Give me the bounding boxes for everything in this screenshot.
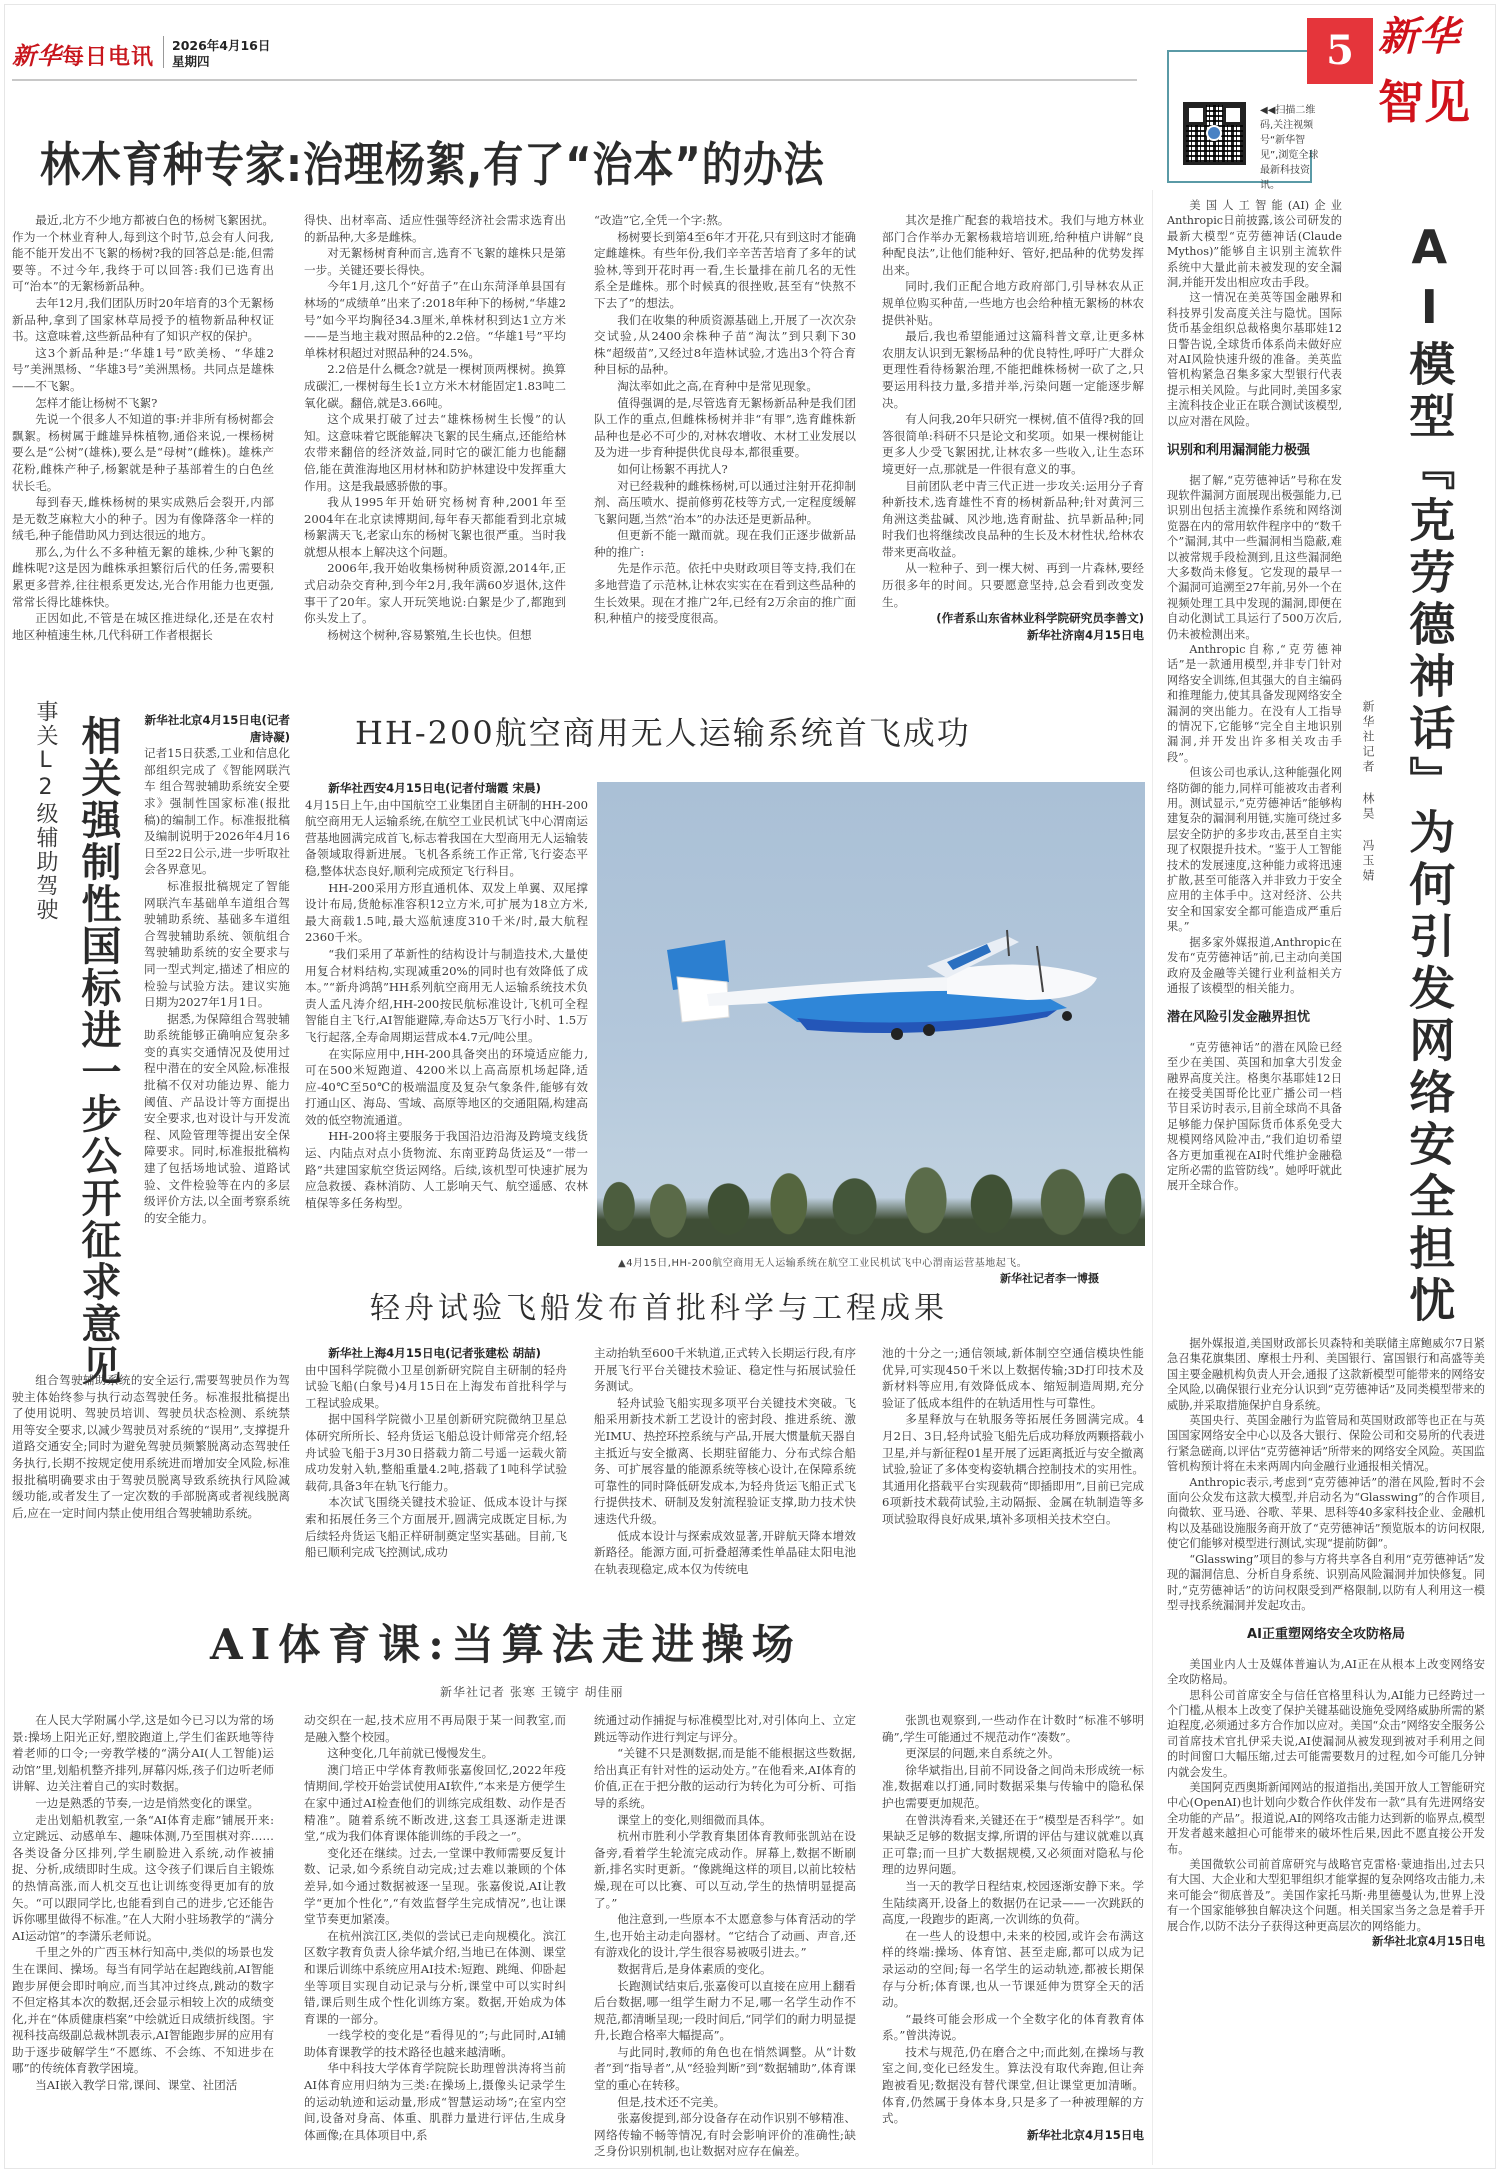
paragraph: 据悉,为保障组合驾驶辅助系统能够正确响应复杂多变的真实交通情况及使用过程中潜在的安全风险,标准报批稿不仅对功能边界、能力阈值、产品设计等方面提出安全要求,也对设计与开发流程、风险管理等提出安全保障要求。同时,标准报批稿构建了包括场地试验、道路试验、文件检验等在内的多层级评价方法,以全面考察系统的安全能力。 [144,1011,290,1225]
l2-col-2 [12,1372,290,1521]
paragraph: 同时,我们正配合地方政府部门,引导林农从正规单位购买种苗,一些地方也会给种植无絮杨的林农提供补贴。 [882,279,1144,327]
issue-date-block [172,38,270,70]
paragraph: 杨树这个树种,容易繁殖,生长也快。但想 [327,627,532,642]
paragraph: 4月15日上午,由中国航空工业集团自主研制的HH-200航空商用无人运输系统,在航空工业民机试飞中心渭南运营基地圆满完成首飞,标志着我国在大型商用无人运输装备领域取得新进展。飞机各系统工作正常,飞行姿态平稳,整体状态良好,顺利完成预定飞行科目。 [305,797,588,878]
kicker-l2: 事关L2级辅助驾驶 [33,700,58,922]
page-number: 5 [1307,18,1373,84]
paragraph: 技术与规范,仍在磨合之中;而此刻,在操场与教室之间,变化已经发生。算法没有取代奔跑,但让奔跑被看见;数据没有替代课堂,但让课堂更加清晰。体育,仍然属于身体本身,只是多了一种被理解的方式。 [882,2044,1144,2126]
paragraph: 这3个新品种是:“华雄1号”欧美杨、“华雄2号”美洲黑杨、“华雄3号”美洲黑杨。共同点是雄株——不飞絮。 [12,345,274,393]
poplar-col-4 [882,212,1144,643]
paragraph: 当一天的教学日程结束,校园逐渐安静下来。学生陆续离开,设备上的数据仍在记录——一次跳跃的高度,一段跑步的距离,一次训练的负荷。 [882,1878,1144,1927]
paragraph: 先说一个很多人不知道的事:并非所有杨树都会飘絮。杨树属于雌雄异株植物,通俗来说,一棵杨树要么是“公树”(雄株),要么是“母树”(雌株)。雄株产花粉,雌株产种子,杨絮就是种子基部着生的白色丝状长毛。 [12,412,274,493]
paragraph: 值得强调的是,尽管选育无絮杨新品种是我们团队工作的重点,但雌株杨树并非“有罪”,选育雌株新品种也是必不可少的,对林农增收、木材工业发展以及为进一步育种提供优良母本,都很重要。 [594,395,856,460]
paragraph: 低成本设计与探索成效显著,开辟航天降本增效新路径。能源方面,可折叠超薄柔性单晶硅太阳电池在轨表现稳定,成本仅为传统电 [594,1528,856,1576]
paragraph: “Glasswing”项目的参与方将共享各自利用“克劳德神话”发现的漏洞信息、分析自身系统、识别高风险漏洞并加快修复。同时,“克劳德神话”的访问权限受到严格限制,以防有人利用这一模型寻找系统漏洞并发起攻击。 [1167,1552,1485,1612]
paper-logo [12,36,154,71]
headline-mythos: AI模型『克劳德神话』为何引发网络安全担忧 [1402,220,1457,1328]
paragraph: 轻舟试验飞船实现多项平台关键技术突破。飞船采用新技术新工艺设计的密封段、推进系统、激光IMU、热控环控系统与产品,开展大惯量航天器自主抵近与安全撤离、长期驻留能力、分布式综合船务、可扩展容量的能源系统等核心设计,在保障系统可靠性的同时降低研发成本,为轻舟货运飞船正式飞行提供技术、研制及发射流程验证支撑,助力技术快速迭代升级。 [594,1395,856,1526]
dateline: 新华社上海4月15日电(记者张建松 胡喆) [328,1346,541,1360]
paragraph: 统通过动作捕捉与标准模型比对,对引体向上、立定跳远等动作进行判定与评分。 [594,1713,856,1744]
paragraph: 千里之外的广西玉林行知高中,类似的场景也发生在课间、操场。每当有同学站在起跑线前,AI智能跑步屏便会即时响应,而当其冲过终点,跳动的数字不但定格其本次的数据,还会显示相较上次的成绩变化,并在“体质健康档案”中绘就近日成绩折线图。宇视科技高级副总裁林凯表示,AI智能跑步屏的应用有助于逐步破解学生“不愿练、不会练、不知进步在哪”的传统体育教学困境。 [12,1945,274,2076]
paragraph: 标准报批稿规定了智能网联汽车基础单车道组合驾驶辅助系统、基础多车道组合驾驶辅助系统、领航组合驾驶辅助系统的安全要求与同一型式判定,描述了相应的检验与试验方法。建议实施日期为2027年1月1日。 [144,878,290,1010]
column-rule [1152,190,1153,2165]
poplar-col-1 [12,212,274,643]
paragraph: 主动抬轨至600千米轨道,正式转入长期运行段,有序开展飞行平台关键技术验证、稳定性与拓展试验任务测试。 [594,1346,856,1394]
dateline: 新华社北京4月15日电 [1027,2127,1144,2142]
masthead-rule [12,79,1137,81]
paragraph: “最终可能会形成一个全数字化的体育教育体系。”曾洪涛说。 [882,2011,1144,2043]
masthead-divider [163,36,164,68]
paragraph: 澳门培正中学体育教师张嘉俊回忆,2022年疫情期间,学校开始尝试使用AI软件,“本来是方便学生在家中通过AI检查他们的训练完成组数、动作是否精准”。随着系统不断改进,这套工具逐渐走进课堂,“成为我们体育课体能训练的手段之一”。 [304,1762,566,1844]
poplar-col-2 [304,212,566,643]
paragraph: 得快、出材率高、适应性强等经济社会需求选育出的新品种,大多是雌株。 [304,213,566,244]
paragraph: 其次是推广配套的栽培技术。我们与地方林业部门合作举办无絮杨栽培培训班,给种植户讲解“良种配良法”,让他们能种好、管好,把品种的优势发挥出来。 [882,213,1144,277]
qingzhou-col-3 [882,1345,1144,1528]
paragraph: 这个成果打破了过去“雄株杨树生长慢”的认知。这意味着它既能解决飞絮的民生痛点,还能给林农带来翻倍的经济效益,同时它的碳汇能力也能翻倍,能在黄淮海地区用材林和防护林建设中发挥重大作用。这是我最感骄傲的事。 [304,412,566,493]
paragraph: 张凯也观察到,一些动作在计数时“标准不够明确”,学生可能通过不规范动作“凑数”。 [882,1713,1144,1744]
poplar-col-3 [594,212,856,627]
paragraph: 池的十分之一;通信领域,新体制空空通信模块性能优异,可实现450千米以上数据传输;3D打印技术及新材料等应用,有效降低成本、缩短制造周期,充分验证了低成本组件的在轨适用性与可靠性。 [882,1346,1144,1410]
paragraph: 每到春天,雌株杨树的果实成熟后会裂开,内部是无数芝麻粒大小的种子。因为有像降落伞一样的绒毛,种子能借助风力到达很远的地方。 [12,495,274,543]
ai-pe-col-3 [594,1712,856,2160]
paragraph: 从一粒种子、到一棵大树、再到一片森林,要经历很多年的时间。只要愿意坚持,总会看到改变发生。 [882,561,1144,609]
paper-logo-script: 新华 [12,41,62,70]
dateline: 新华社北京4月15日电(记者唐诗凝) [144,713,290,744]
paragraph: “关键不只是测数据,而是能不能根据这些数据,给出真正有针对性的运动处方。”在他看来,AI体育的价值,正在于把分散的运动行为转化为可分析、可指导的系统。 [594,1746,856,1810]
section-brand: 新华 [1378,13,1460,60]
dateline: 新华社北京4月15日电 [1372,1935,1485,1949]
paragraph: 杭州市胜利小学教育集团体育教师张凯站在设备旁,看着学生轮流完成动作。屏幕上,数据不断刷新,排名实时更新。“像跳绳这样的项目,以前比较枯燥,现在可以比赛、可以互动,学生的热情明显提高了。” [594,1829,856,1910]
paragraph: 由中国科学院微小卫星创新研究院自主研制的轻舟试验飞船(白象号)4月15日在上海发布首批科学与工程试验成果。 [305,1362,567,1410]
paragraph: 杨树要长到第4至6年才开花,只有到这时才能确定雌雄株。有些年份,我们辛辛苦苦培育了多年的试验林,等到开花时再一看,生长量排在前几名的无性系全是雌株。那个时候真的很挫败,甚至有“快熬不下去了”的想法。 [594,229,856,310]
qingzhou-col-1 [305,1345,567,1561]
paragraph: 在杭州滨江区,类似的尝试已走向规模化。滨江区数字教育负责人徐华斌介绍,当地已在体测、课堂和课后训练中系统应用AI技术:短跑、跳绳、仰卧起坐等项目实现自动记录与分析,课堂中可以实时纠错,课后则生成个性化训练方案。数据,开始成为体育课的一部分。 [304,1928,566,2026]
paragraph: “改造”它,全凭一个字:熬。 [594,213,730,227]
ai-pe-col-4 [882,1712,1144,2143]
headline-l2: 相关强制性国标进一步公开征求意见 [75,715,122,1387]
paragraph: 据多家外媒报道,Anthropic在发布“克劳德神话”前,已主动向美国政府及金融等关键行业利益相关方通报了该模型的相关能力。 [1167,935,1342,995]
paragraph: 正因如此,不管是在城区推进绿化,还是在农村地区种植速生林,几代科研工作者根据长 [12,611,274,642]
paragraph: 在实际应用中,HH-200具备突出的环境适应能力,可在500米短跑道、4200米以上高高原机场起降,适应-40℃至50℃的极端温度及复杂气象条件,能够有效打通山区、海岛、雪域、高原等地区的交通阻隔,构建高效的低空物流通道。 [305,1046,588,1127]
qr-prompt: ◀◀扫描二维码,关注视频号“新华智见”,浏览全球最新科技资讯。 [1260,105,1319,191]
paragraph: 在曾洪涛看来,关键还在于“模型是否科学”。如果缺乏足够的数据支撑,所谓的评估与建议就难以真正可靠;而一旦扩大数据规模,又必须面对隐私与伦理的边界问题。 [882,1812,1144,1877]
paragraph: 当AI嵌入教学日常,课间、课堂、社团活 [35,2078,238,2093]
paragraph: 张嘉俊提到,部分设备存在动作识别不够精准、网络传输不畅等情况,有时会影响评价的准确性;缺乏身份识别机制,也让数据对应存在偏差。 [594,2111,856,2159]
photo-caption: ▲4月15日,HH-200航空商用无人运输系统在航空工业民机试飞中心渭南运营基地起飞。 [618,1258,1028,1269]
paragraph: 据中国科学院微小卫星创新研究院微纳卫星总体研究所所长、轻舟货运飞船总设计师常亮介绍,轻舟试验飞船于3月30日搭载力箭二号遥一运载火箭成功发射入轨,整船重量4.2吨,搭载了1吨科学试验载荷,具备3年在轨飞行能力。 [305,1412,567,1493]
byline: 新华社记者 张寒 王镜宇 胡佳丽 [440,1685,624,1699]
byline: 新华社记者 林昊 冯玉婧 [1361,700,1375,884]
paragraph: 与此同时,教师的角色也在悄然调整。从“计数者”到“指导者”,从“经验判断”到“数据辅助”,体育课堂的重心在转移。 [594,2044,856,2093]
paragraph: 淘汰率如此之高,在育种中是常见现象。 [617,378,818,393]
paragraph: 据了解,“克劳德神话”号称在发现软件漏洞方面展现出极强能力,已识别出包括主流操作系统和网络浏览器在内的常用软件程序中的“数千个”漏洞,其中一些漏洞相当隐蔽,难以被常规手段检测到,且这些漏洞绝大多数尚未修复。它发现的最早一个漏洞可追溯至27年前,另外一个在视频处理工具中发现的漏洞,即便在自动化测试工具运行了500万次后,仍未被检测出来。 [1167,473,1342,641]
headline-qingzhou: 轻舟试验飞船发布首批科学与工程成果 [370,1291,948,1326]
paragraph: 美国微软公司前首席研究与战略官克雷格·蒙迪指出,过去只有大国、大企业和大型犯罪组织才能掌握的复杂网络攻击能力,未来可能会“彻底普及”。美国作家托马斯·弗里德曼认为,世界上没有一个国家能够独自解决这个问题。相关国家当务之急是着手开展合作,以防不法分子获得这种更高层次的网络能力。 [1167,1858,1485,1933]
paragraph: 本次试飞围绕关键技术验证、低成本设计与探索和拓展任务三个方面展开,圆满完成既定目标,为后续轻舟货运飞船正样研制奠定坚实基础。目前,飞船已顺利完成飞控测试,成功 [305,1495,567,1560]
paragraph: 这种变化,几年前就已慢慢发生。 [327,1746,494,1761]
paragraph: HH-200将主要服务于我国沿边沿海及跨境支线货运、内陆点对点小货物流、东南亚跨岛货运及“一带一路”共建国家航空货运网络。后续,该机型可快速扩展为应急救援、森林消防、人工影响天气、航空遥感、农林植保等多任务构型。 [305,1129,588,1210]
paragraph: 怎样才能让杨树不飞絮? [35,395,158,410]
paragraph: 组合驾驶辅助系统的安全运行,需要驾驶员作为驾驶主体始终参与执行动态驾驶任务。标准报批稿提出了使用说明、驾驶员培训、驾驶员状态检测、系统禁用等安全要求,以减少驾驶员对系统的“误用”,支撑提升道路交通安全;同时为避免驾驶员频繁脱离动态驾驶任务执行,长期不按规定使用系统进而增加安全风险,标准报批稿明确要求由于驾驶员脱离导致系统执行风险减缓功能,或者发生了一定次数的手部脱离或者视线脱离后,应在一定时间内禁止使用组合驾驶辅助系统。 [12,1373,290,1520]
qr-logo-icon [1206,125,1222,141]
headline-hh200: HH-200航空商用无人运输系统首飞成功 [355,714,971,752]
paragraph: 但更新不能一蹴而就。现在我们正逐步做新品种的推广: [594,528,856,559]
paragraph: 课堂上的变化,则细微而具体。 [617,1812,772,1827]
paragraph: 对无絮杨树育种而言,选育不飞絮的雄株只是第一步。关键还要长得快。 [304,246,566,277]
paragraph: 有人问我,20年只研究一棵树,值不值得?我的回答很简单:科研不只是论文和奖项。如果一棵树能让更多人少受飞絮困扰,让林农多一些收入,让生态环境更好一点,那就是一件很有意义的事。 [882,412,1144,476]
paragraph: “克劳德神话”的潜在风险已经至少在美国、英国和加拿大引发金融界高度关注。格奥尔基耶娃12日在接受美国哥伦比亚广播公司一档节目采访时表示,目前全球尚不具备足够能力保护国际货币体系免受大规模网络风险冲击,“我们迫切希望各方更加重视在AI时代维护金融稳定所必需的监管防线”。她呼吁就此展开全球合作。 [1167,1040,1342,1193]
paragraph: 那么,为什么不多种植无絮的雄株,少种飞絮的雌株呢?这是因为雌株承担繁衍后代的任务,需要积累更多营养,往往根系更发达,光合作用能力也更强,常常长得比雄株快。 [12,544,274,609]
author-note: (作者系山东省林业科学院研究员李善文) [936,611,1144,626]
paragraph: “我们采用了革新性的结构设计与制造技术,大量使用复合材料结构,实现减重20%的同时也有效降低了成本。”“新舟鸿鹄”HH系列航空商用无人运输系统技术负责人孟凡涛介绍,HH-200按民航标准设计,飞机可全程智能自主飞行,AI智能避障,寿命达5万飞行小时、1.5万飞行起落,全寿命周期运营成本4.7元/吨公里。 [305,946,588,1044]
paragraph: 如何让杨絮不再扰人? [617,461,728,476]
subhead: AI正重塑网络安全攻防格局 [1247,1627,1405,1643]
paragraph: 2006年,我开始收集杨树种质资源,2014年,正式启动杂交育种,到今年2月,我年满60岁退休,这件事干了20年。家人开玩笑地说:白絮是少了,都跑到你头发上了。 [304,561,566,626]
dateline: 新华社济南4月15日电 [1027,627,1144,642]
hh200-photo [597,782,1145,1246]
paragraph: Anthropic表示,考虑到“克劳德神话”的潜在风险,暂时不会面向公众发布这款大模型,并启动名为“Glasswing”的合作项目,向微软、亚马逊、谷歌、苹果、思科等40多家科技企业、金融机构以及基础设施服务商开放了“克劳德神话”预览版本的访问权限,使它们能够对模型进行测试,实现“提前防御”。 [1167,1475,1485,1551]
subhead: 识别和利用漏洞能力极强 [1167,443,1311,459]
paragraph: 英国央行、英国金融行为监管局和英国财政部等也正在与英国国家网络安全中心以及各大银行、保险公司和交易所的代表进行紧急磋商,以评估“克劳德神话”所带来的网络安全风险。英国监管机构预计将在未来两周内向金融行业通报相关情况。 [1167,1414,1485,1474]
paragraph: 我从1995年开始研究杨树育种,2001年至2004年在北京读博期间,每年春天都能看到北京城杨絮满天飞,老家山东的杨树飞絮也很严重。当时我就想从根本上解决这个问题。 [304,495,566,559]
headline-ai-pe: AI体育课:当算法走进操场 [210,1620,802,1669]
paragraph: 美国人工智能(AI)企业Anthropic日前披露,该公司研发的最新大模型“克劳德神话(Claude Mythos)”能够自主识别主流软件系统中大量此前未被发现的安全漏洞,并能开发出相应攻击手段。 [1167,199,1342,290]
paragraph: 目前团队老中青三代正进一步攻关:运用分子育种新技术,选育雄性不育的杨树新品种;针对黄河三角洲这类盐碱、风沙地,选育耐盐、抗旱新品种;同时我们也将继续改良品种的生长及木材性状,给林农带来更高收益。 [882,478,1144,559]
paper-logo-rest: 每日电讯 [62,44,155,70]
paragraph: 但是,技术还不完美。 [617,2094,726,2109]
paragraph: 对已经栽种的雌株杨树,可以通过注射开花抑制剂、高压喷水、提前修剪花枝等方式,一定程度缓解飞絮问题,当然“治本”的办法还是更新品种。 [594,478,856,526]
tree-line [597,1158,1145,1246]
issue-weekday: 星期四 [172,54,210,69]
qingzhou-col-2 [594,1345,856,1577]
paragraph: 更深层的问题,来自系统之外。 [905,1746,1060,1761]
paragraph: 变化还在继续。过去,一堂课中教师需要反复计数、记录,如今系统自动完成;过去难以兼顾的个体差异,如今通过数据被逐一呈现。张嘉俊说,AI让教学“更加个性化”,“有效监督学生完成情况”,也让课堂节奏更加紧凑。 [304,1845,566,1927]
paragraph: 在一些人的设想中,未来的校园,或许会布满这样的终端:操场、体育馆、甚至走廊,都可以成为记录运动的空间;每一名学生的运动轨迹,都被长期保存与分析;体育课,也从一节课延伸为贯穿全天的活动。 [882,1928,1144,2010]
paragraph: 2.2倍是什么概念?就是一棵树顶两棵树。换算成碳汇,一棵树每生长1立方米木材能固定1.83吨二氧化碳。翻倍,就是3.66吨。 [304,362,566,410]
mythos-col-top [1167,198,1342,1194]
paragraph: 最近,北方不少地方都被白色的杨树飞絮困扰。作为一个林业育种人,每到这个时节,总会有人问我,能不能开发出不飞絮的杨树?我的回答总是:能,但需要等。不过今年,我终于可以回答:我们已选育出可“治本”的无絮杨新品种。 [12,213,274,294]
paragraph: 在人民大学附属小学,这是如今已习以为常的场景:操场上阳光正好,塑胶跑道上,学生们雀跃地等待着老师的口令;一旁教学楼的“满分AI(人工智能)运动馆”里,划船机整齐排列,屏幕闪烁,孩子们边听老师讲解、边关注着自己的实时数据。 [12,1713,274,1794]
dateline: 新华社西安4月15日电(记者付瑞霞 宋晨) [328,781,541,795]
paragraph: 美国业内人士及媒体普遍认为,AI正在从根本上改变网络安全攻防格局。 [1167,1657,1485,1687]
paragraph: 去年12月,我们团队历时20年培育的3个无絮杨新品种,拿到了国家林草局授予的植物新品种权证书。这意味着,这些新品种有了知识产权的保护。 [12,295,274,344]
paragraph: 徐华斌指出,目前不同设备之间尚未形成统一标准,数据难以打通,同时数据采集与传输中的隐私保护也需要更加规范。 [882,1762,1144,1810]
paragraph: 走出划船机教室,一条“AI体育走廊”铺展开来:立定跳远、动感单车、趣味体测,乃至围棋对弈……各类设备分区排列,学生刷脸进入系统,动作被捕捉、分析,成绩即时生成。这令孩子们课后自主锻炼的热情高涨,而人机交互也让训练变得更加有的放矢。“可以跟同学比,也能看到自己的进步,它还能告诉你哪里做得不标准。”在人大附小驻场教学的“满分AI运动馆”的李潇乐老师说。 [12,1812,274,1943]
paragraph: 这一情况在美英等国金融界和科技界引发高度关注与隐忧。国际货币基金组织总裁格奥尔基耶娃12日警告说,全球货币体系尚未做好应对AI风险快速升级的准备。美英监管机构紧急召集多家大型银行代表提示相关风险。与此同时,美国多家主流科技企业正在联合测试该模型,以应对潜在风险。 [1167,291,1342,428]
l2-col-1 [144,712,290,1226]
aircraft-illustration [647,922,1107,1052]
paragraph: 一边是熟悉的节奏,一边是悄然变化的课堂。 [35,1795,260,1810]
paragraph: 今年1月,这几个“好苗子”在山东菏泽单县国有林场的“成绩单”出来了:2018年种下的杨树,“华雄2号”如今平均胸径34.3厘米,单株材积到达1立方米——是当地主栽对照品种的2.2倍。“华雄1号”平均单株材积超过对照品种的24.5%。 [304,279,566,360]
hh200-col [305,780,588,1211]
paragraph: HH-200采用方形直通机体、双发上单翼、双尾撑设计布局,货舱标准容积12立方米,可扩展为18立方米,最大商载1.5吨,最大巡航速度310千米/时,最大航程2360千米。 [305,880,588,945]
mythos-col-bottom [1167,1336,1485,1949]
paragraph: 但该公司也承认,这种能强化网络防御的能力,同样可能被攻击者利用。测试显示,“克劳德神话”能够构建复杂的漏洞利用链,实施可绕过多层安全防护的多步攻击,甚至自主实现了权限提升技术。“鉴于人工智能技术的发展速度,这种能力或将迅速扩散,甚至可能落入并非致力于安全应用的主体手中。这对经济、公共安全和国家安全都可能造成严重后果。” [1167,766,1342,934]
paragraph: 一线学校的变化是“看得见的”;与此同时,AI辅助体育课教学的技术路径也越来越清晰。 [304,2028,566,2059]
paragraph: 长跑测试结束后,张嘉俊可以直接在应用上翻看后台数据,哪一组学生耐力不足,哪一名学生动作不规范,都清晰呈现;一段时间后,“同学们的耐力明显提升,长跑合格率大幅提高”。 [594,1978,856,2043]
paragraph: 多星释放与在轨服务等拓展任务圆满完成。4月2日、3日,轻舟试验飞船先后成功释放两颗搭载小卫星,并与新征程01星开展了远距离抵近与安全撤离试验,验证了多体变构姿轨耦合控制技术的实用性。其通用化搭载平台实现载荷“即插即用”,目前已完成6项新技术载荷试验,主动隔振、金属在轨制造等多项试验取得良好成果,填补多项相关技术空白。 [882,1412,1144,1526]
paragraph: 他注意到,一些原本不太愿意参与体育活动的学生,也开始主动走向器材。“它结合了动画、声音,还有游戏化的设计,学生很容易被吸引进去。” [594,1912,856,1960]
photo-credit: 新华社记者李一博摄 [1000,1272,1099,1285]
paragraph: 最后,我也希望能通过这篇科普文章,让更多林农朋友认识到无絮杨品种的优良特性,呼吁广大群众更理性看待杨絮治理,不能把雌株杨树一砍了之,只要运用科技力量,多措并举,污染问题一定能逐步解决。 [882,329,1144,410]
paragraph: 数据背后,是身体素质的变化。 [617,1961,772,1976]
paragraph: 美国阿克西奥斯新闻网站的报道指出,美国开放人工智能研究中心(OpenAI)也计划向少数合作伙伴发布一款“具有先进网络安全功能的产品”。报道说,AI的网络攻击能力达到新的临界点,模型开发者越来越担心可能带来的破坏性后果,因此不愿直接公开发布。 [1167,1780,1485,1856]
paragraph: 先是作示范。依托中央财政项目等支持,我们在多地营造了示范林,让林农实实在在看到这些品种的生长效果。现在才推广2年,已经有2万余亩的推广面积,种植户的接受度很高。 [594,561,856,626]
section-name: 智见 [1378,75,1470,129]
issue-date: 2026年4月16日 [172,38,271,53]
headline-poplar: 林木育种专家:治理杨絮,有了“治本”的办法 [40,138,825,193]
paragraph: 动交织在一起,技术应用不再局限于某一间教室,而是融入整个校园。 [304,1713,566,1744]
paragraph: 记者15日获悉,工业和信息化部组织完成了《智能网联汽车 组合驾驶辅助系统安全要求》强制性国家标准(报批稿)的编制工作。标准报批稿及编制说明于2026年4月16日至22日公示,进一步听取社会各界意见。 [144,746,290,877]
paragraph: 据外媒报道,美国财政部长贝森特和美联储主席鲍威尔7日紧急召集花旗集团、摩根士丹利、美国银行、富国银行和高盛等美国主要金融机构负责人开会,通报了这款新模型可能带来的网络安全风险,以确保银行业充分认识到“克劳德神话”及同类模型带来的威胁,并采取措施保护自身系统。 [1167,1337,1485,1412]
paragraph: 思科公司首席安全与信任官格里科认为,AI能力已经跨过一个门槛,从根本上改变了保护关键基础设施免受网络威胁所需的紧迫程度,必须通过多方合作加以应对。美国“众击”网络安全服务公司首席技术官扎伊采夫说,AI使漏洞从被发现到被对手利用之间的时间窗口大幅压缩,过去可能需要数月的过程,如今可能几分钟内就会发生。 [1167,1688,1485,1779]
ai-pe-col-2 [304,1712,566,2143]
subhead: 潜在风险引发金融界担忧 [1167,1010,1311,1026]
paragraph: Anthropic自称,“克劳德神话”是一款通用模型,并非专门针对网络安全训练,但其强大的自主编码和推理能力,使其具备发现网络安全漏洞的突出能力。在没有人工指导的情况下,它能够“完全自主地识别漏洞,并开发出许多相关攻击手段”。 [1167,642,1342,764]
paragraph: 华中科技大学体育学院院长助理曾洪涛将当前AI体育应用归纳为三类:在操场上,摄像头记录学生的运动轨迹和运动量,形成“智慧运动场”;在室内空间,设备对身高、体重、肌群力量进行评估,生成身体画像;在具体项目中,系 [304,2061,566,2142]
paragraph: 我们在收集的种质资源基础上,开展了一次次杂交试验,从2400余株种子苗“淘汰”到只剩下30株“超级苗”,又经过8年造林试验,才选出3个符合育种目标的品种。 [594,312,856,377]
ai-pe-col-1 [12,1712,274,2094]
